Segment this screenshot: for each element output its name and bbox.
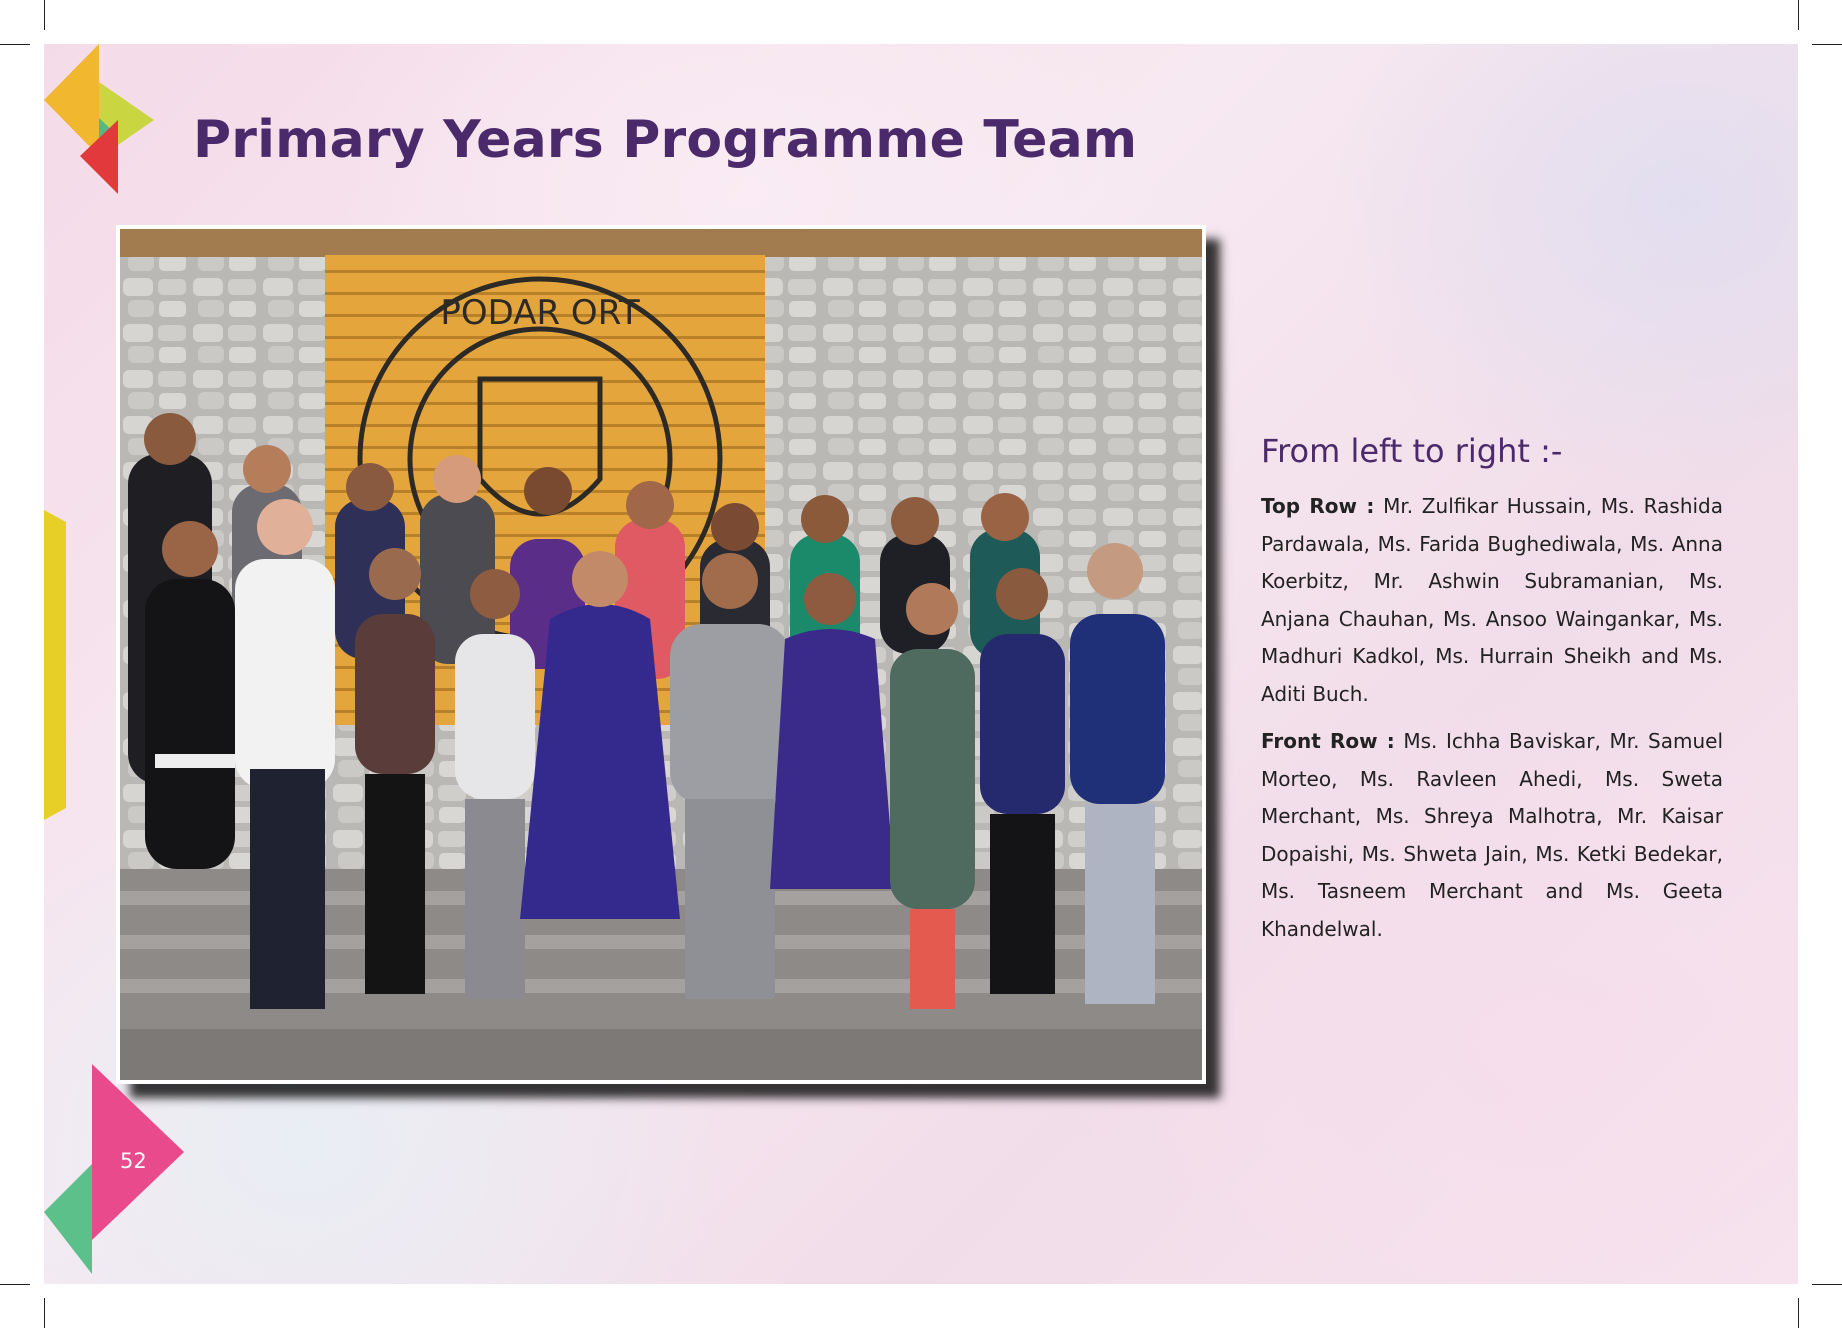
top-row-list: Mr. Zulfikar Hussain, Ms. Rashida Pardawala, Ms. Farida Bughediwala, Ms. Anna Koerbitz, Mr. Ashwin Subramanian, Ms. Anjana Chauhan, Ms. Ansoo Waingankar, Ms. Madhuri Kadkol, Ms. Hurrain Sheikh and Ms. Aditi Buch. [1261, 494, 1723, 706]
group-photo [120, 229, 1202, 1080]
logo-text: PODAR ORT [440, 293, 640, 333]
yellow-accent-bar [44, 510, 66, 820]
top-left-decoration [44, 44, 164, 204]
front-row-names [1261, 723, 1723, 948]
crop-mark [44, 1298, 45, 1328]
group-photo-frame [116, 225, 1206, 1084]
crop-mark [1812, 44, 1842, 45]
crop-mark [0, 44, 30, 45]
page-title: Primary Years Programme Team [193, 110, 1138, 170]
front-row-list: Ms. Ichha Baviskar, Mr. Samuel Morteo, Ms. Ravleen Ahedi, Ms. Sweta Merchant, Ms. Shreya Malhotra, Mr. Kaisar Dopaishi, Ms. Shweta Jain, Ms. Ketki Bedekar, Ms. Tasneem Merchant and Ms. Geeta Khandelwal. [1261, 729, 1724, 941]
crop-mark [44, 0, 45, 30]
top-row-label: Top Row : [1261, 494, 1375, 518]
caption-heading: From left to right :- [1261, 432, 1563, 470]
page-number: 52 [120, 1149, 147, 1173]
crop-mark [1812, 1284, 1842, 1285]
photo-caption [1261, 432, 1723, 958]
front-row-label: Front Row : [1261, 729, 1395, 753]
bottom-left-decoration [44, 1064, 194, 1284]
brochure-page [44, 44, 1798, 1284]
crop-mark [1798, 0, 1799, 30]
top-row-names [1261, 488, 1723, 713]
crop-mark [0, 1284, 30, 1285]
crop-mark [1798, 1298, 1799, 1328]
